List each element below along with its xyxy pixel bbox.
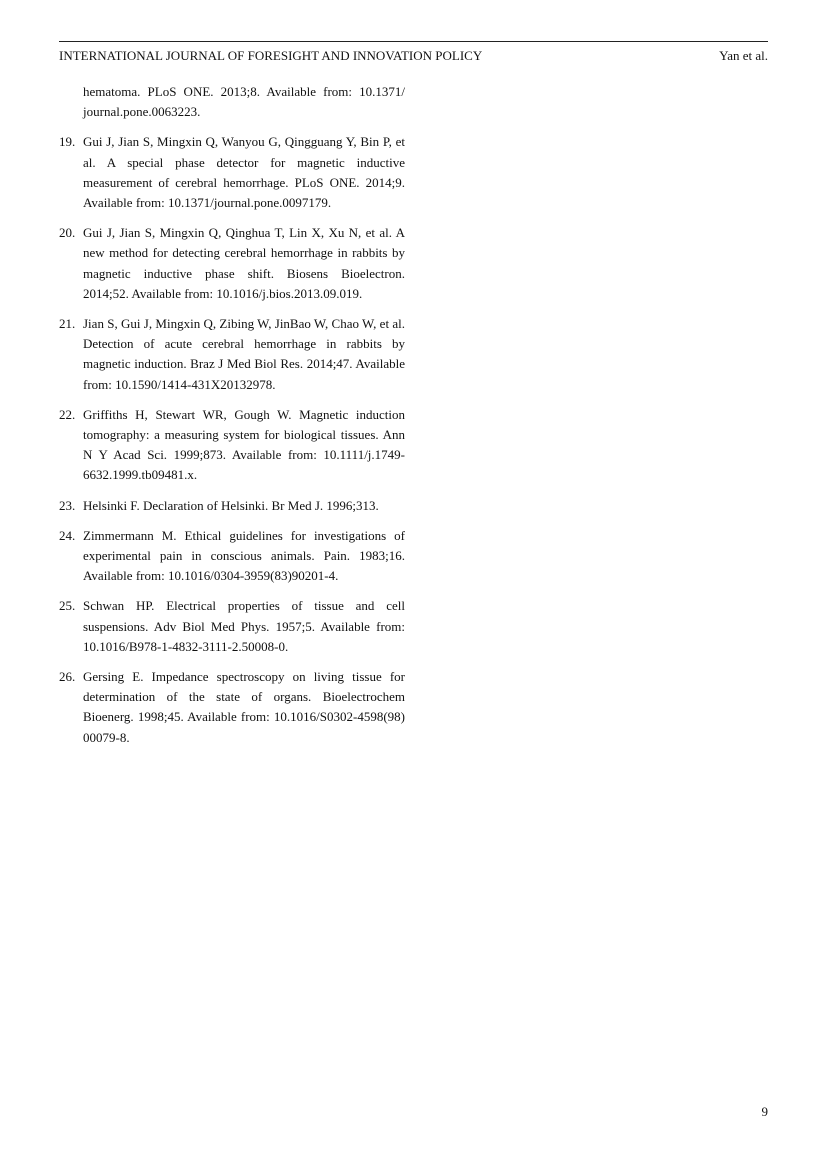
reference-item [59, 496, 405, 516]
reference-item [59, 667, 405, 748]
reference-number: 25. [59, 598, 76, 614]
reference-item [59, 223, 405, 304]
author-running-head: Yan et al. [719, 48, 768, 63]
reference-text: Gersing E. Impedance spectroscopy on living tissue for determination of the state of organs. Bioelectrochem Bioenerg. 1998;45. Available from: 10.1016/S0302-4598(98) 00079-8. [83, 669, 405, 745]
running-header [59, 41, 768, 64]
reference-continued: hematoma. PLoS ONE. 2013;8. Available from: 10.1371/ journal.pone.0063223. [83, 84, 405, 120]
reference-item [59, 596, 405, 657]
reference-number: 26. [59, 669, 76, 685]
reference-item [59, 405, 405, 486]
reference-item [59, 314, 405, 395]
reference-number: 21. [59, 316, 76, 332]
reference-number: 23. [59, 497, 76, 513]
reference-list [59, 82, 405, 758]
page-number: 9 [761, 1104, 768, 1119]
reference-text: Schwan HP. Electrical properties of tissue and cell suspensions. Adv Biol Med Phys. 1957;5. Available from: 10.1016/B978-1-4832-3111-2.50008-0. [83, 598, 405, 654]
reference-number: 24. [59, 527, 76, 543]
reference-item [59, 132, 405, 213]
reference-text: Griffiths H, Stewart WR, Gough W. Magnetic induction tomography: a measuring system for biological tissues. Ann N Y Acad Sci. 1999;873. Available from: 10.1111/j.1749-6632.1999.tb09481.x. [83, 406, 405, 483]
reference-text: Helsinki F. Declaration of Helsinki. Br Med J. 1996;313. [83, 497, 379, 513]
reference-text: Gui J, Jian S, Mingxin Q, Wanyou G, Qingguang Y, Bin P, et al. A special phase detector for magnetic inductive measurement of cerebral hemorrhage. PLoS ONE. 2014;9. Available from: 10.1371/journal.pone.0097179. [83, 134, 405, 211]
journal-title: INTERNATIONAL JOURNAL OF FORESIGHT AND INNOVATION POLICY [59, 48, 483, 63]
reference-number: 22. [59, 406, 76, 422]
reference-number: 19. [59, 134, 76, 150]
reference-number: 20. [59, 225, 76, 241]
reference-item [59, 526, 405, 587]
reference-text: Jian S, Gui J, Mingxin Q, Zibing W, JinBao W, Chao W, et al. Detection of acute cerebral hemorrhage in rabbits by magnetic induction. Braz J Med Biol Res. 2014;47. Available from: 10.1590/1414-431X20132978. [83, 316, 405, 392]
reference-text: Zimmermann M. Ethical guidelines for investigations of experimental pain in conscious animals. Pain. 1983;16. Available from: 10.1016/0304-3959(83)90201-4. [83, 527, 405, 584]
reference-text: Gui J, Jian S, Mingxin Q, Qinghua T, Lin X, Xu N, et al. A new method for detecting cerebral hemorrhage in rabbits by magnetic inductive phase shift. Biosens Bioelectron. 2014;52. Available from: 10.1016/j.bios.2013.09.019. [83, 225, 405, 301]
